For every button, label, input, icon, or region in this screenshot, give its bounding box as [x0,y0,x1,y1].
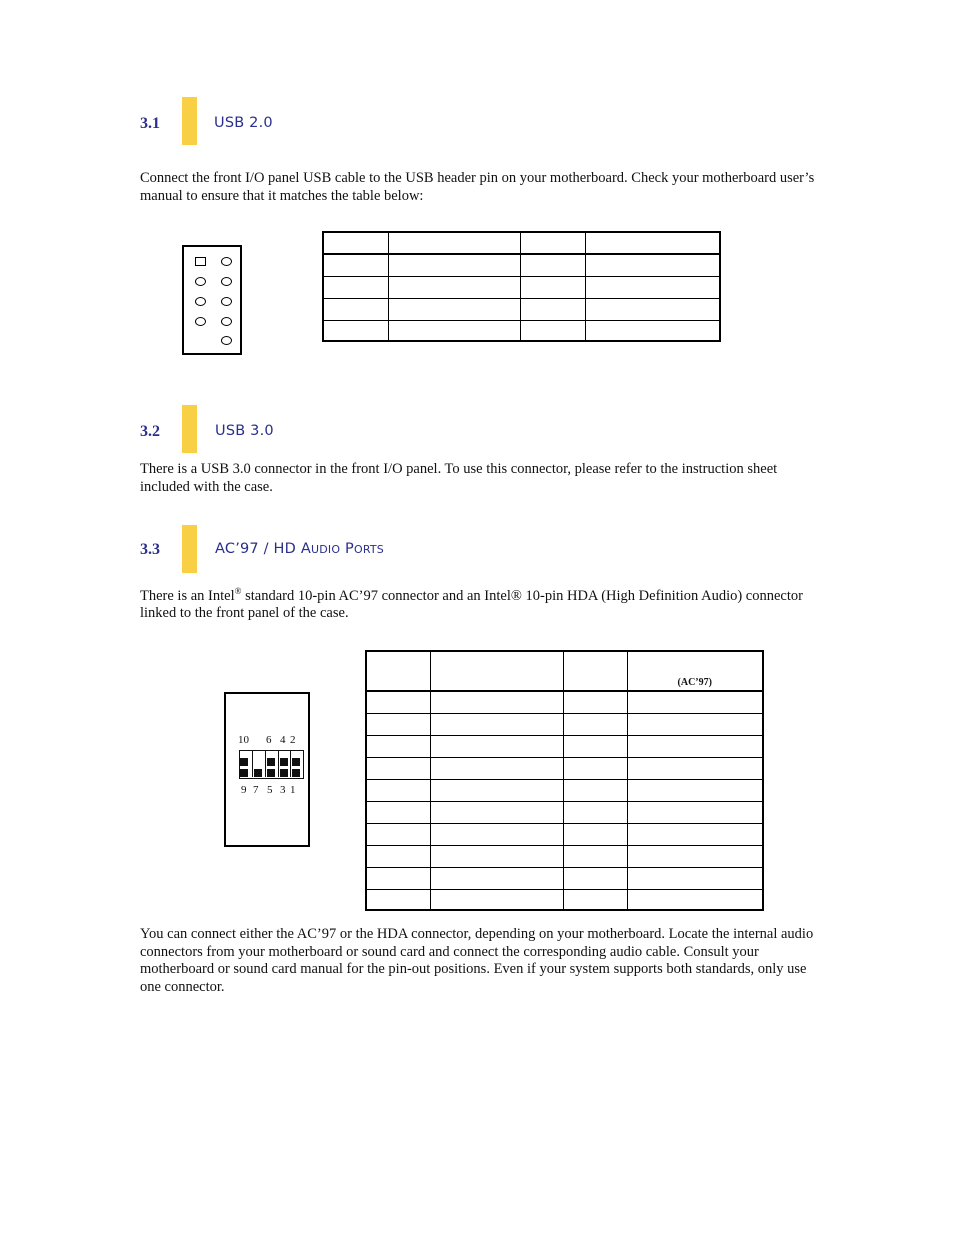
audio-pin-table [365,650,764,911]
table-row [366,735,763,757]
pin-1 [292,769,300,777]
paragraph-usb3: There is a USB 3.0 connector in the front I/O panel. To use this connector, please refer to the instruction sheet included with the case. [140,461,778,495]
table-row [323,276,720,298]
pin-circle [195,317,206,326]
section-number-3-3: 3.3 [140,541,160,558]
pin-circle [195,277,206,286]
table-row [323,320,720,341]
pin-label-9: 9 [241,784,247,796]
table-row [366,845,763,867]
section-number-3-1: 3.1 [140,115,160,132]
table-row [366,713,763,735]
pin-circle [195,297,206,306]
pin-divider [278,750,279,777]
pin-divider [265,750,266,777]
usb2-header-diagram [182,245,242,355]
table-row [323,232,720,254]
paragraph-closing: You can connect either the AC’97 or the HDA connector, depending on your motherboard. Locate the internal audio connectors from your motherboard or sound card and connect the corresponding audio cable. Consult your motherboard or sound card manual for the pin-out positions. Even if your system supports both standards, only use one connector. [140,926,814,995]
table-row [366,691,763,713]
pin-label-1: 1 [290,784,296,796]
table-row [366,889,763,910]
table-row [323,254,720,276]
pin-5 [267,769,275,777]
pin-label-6: 6 [266,734,272,746]
section-title-audio-ports: AC’97 / HD AUDIO PORTS [215,541,384,557]
usb2-pin-table [322,231,721,342]
pin-1-square [195,257,206,266]
table-row [366,779,763,801]
audio-header-diagram [224,692,310,847]
pin-circle [221,277,232,286]
section-accent-bar [182,97,197,145]
pin-3 [280,769,288,777]
pin-4 [280,758,288,766]
pin-divider [290,750,291,777]
table-row [366,801,763,823]
section-number-3-2: 3.2 [140,423,160,440]
table-row [366,823,763,845]
pin-2 [292,758,300,766]
table-row [366,867,763,889]
paragraph-usb2: Connect the front I/O panel USB cable to the USB header pin on your motherboard. Check your motherboard user’s manual to ensure that it matches the table below: [140,170,815,204]
table-row [323,298,720,320]
pin-7 [254,769,262,777]
pin-circle [221,336,232,345]
pin-label-3: 3 [280,784,286,796]
pin-label-10: 10 [238,734,249,746]
pin-label-4: 4 [280,734,286,746]
section-accent-bar [182,405,197,453]
pin-label-5: 5 [267,784,273,796]
pin-10 [240,758,248,766]
section-title-usb-2: USB 2.0 [214,115,273,131]
table-row [366,757,763,779]
paragraph-audio: There is an Intel® standard 10-pin AC’97 connector and an Intel® 10-pin HDA (High Definition Audio) connector linked to the front panel of the case. [140,586,803,622]
pin-6 [267,758,275,766]
pin-circle [221,257,232,266]
pin-label-2: 2 [290,734,296,746]
pin-circle [221,317,232,326]
pin-label-7: 7 [253,784,259,796]
pin-divider [252,750,253,777]
pin-9 [240,769,248,777]
section-title-usb-3: USB 3.0 [215,423,274,439]
table-header-ac97-note: (AC’97) [627,651,763,691]
section-accent-bar [182,525,197,573]
pin-circle [221,297,232,306]
table-row [366,651,763,691]
